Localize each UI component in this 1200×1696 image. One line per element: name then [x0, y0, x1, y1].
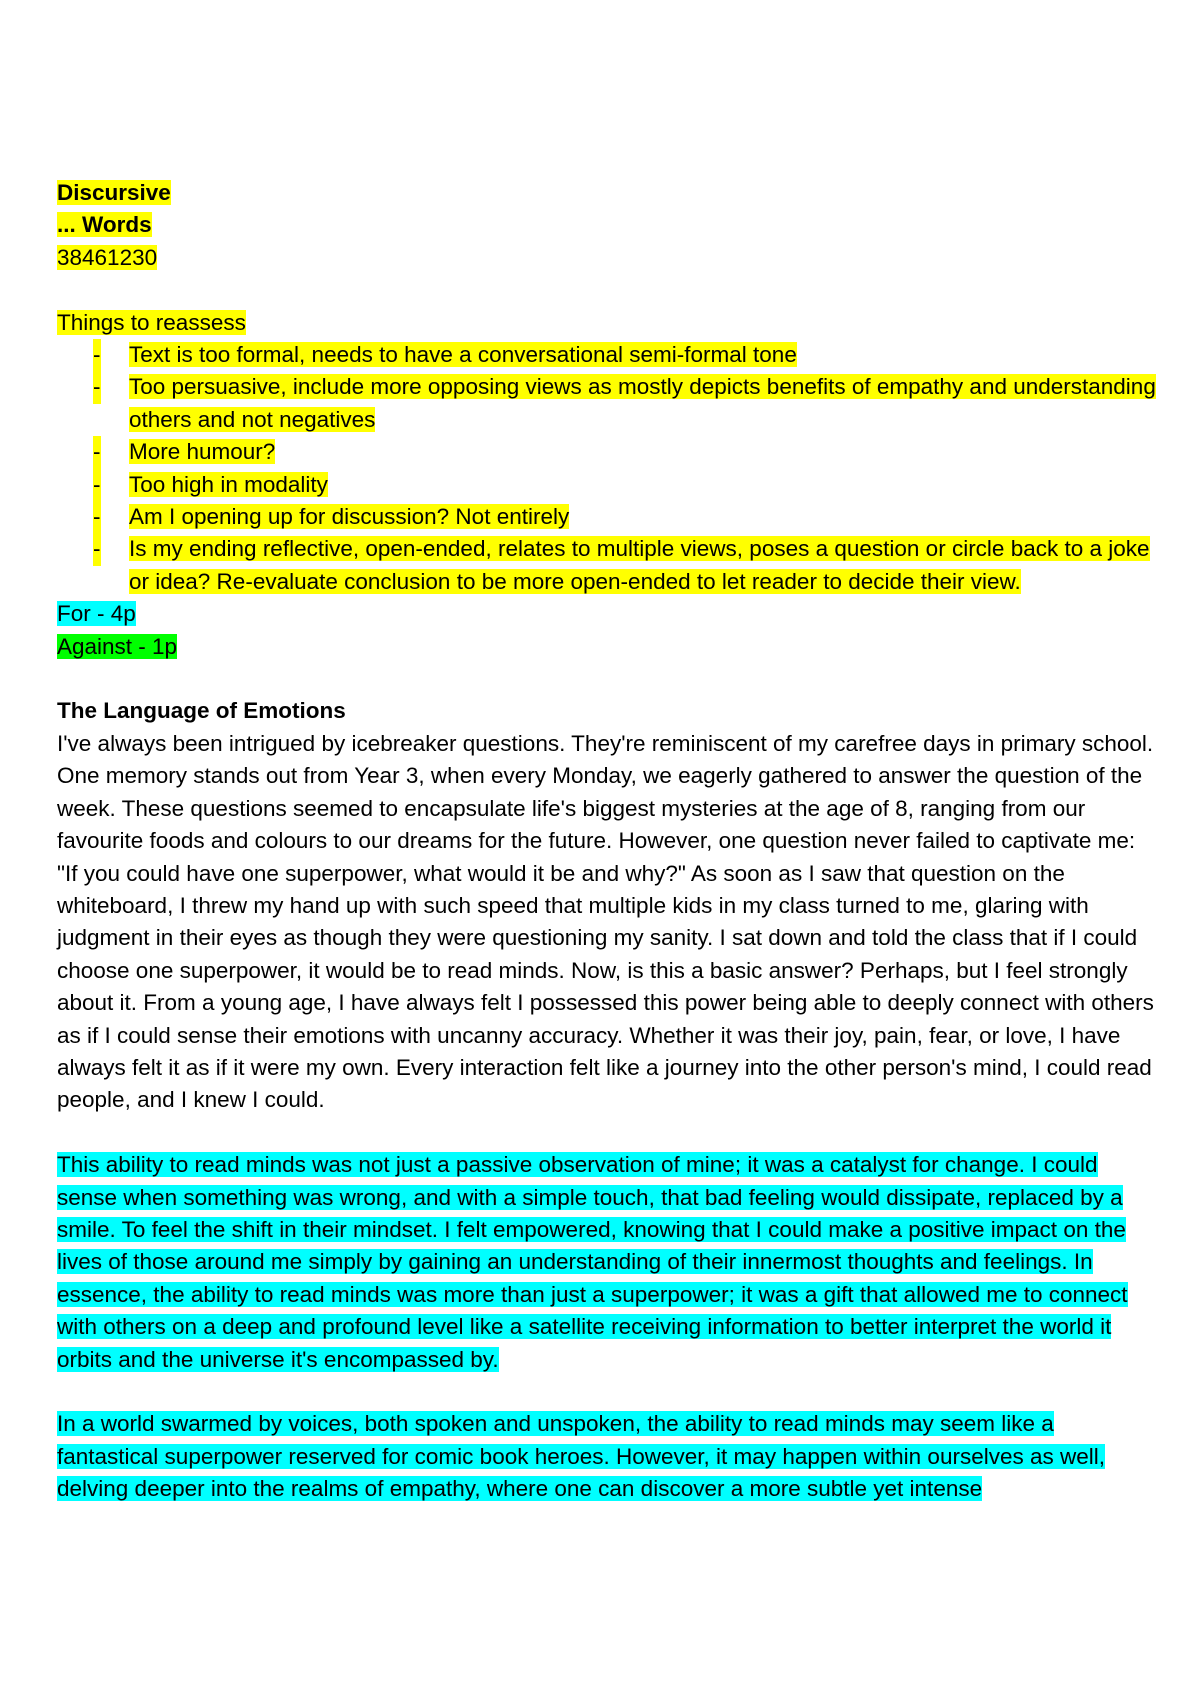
paragraph-text: This ability to read minds was not just a passive observation of mine; it was a catalyst for change. I could sense when something was wrong, and with a simple touch, that bad feeling would dissipate, replaced by a smile. To feel the shift in their mindset. I felt empowered, knowing that I could make a positive impact on the lives of those around me simply by gaining an understanding of their innermost thoughts and feelings. In essence, the ability to read minds was more than just a superpower; it was a gift that allowed me to connect with others on a deep and profound level like a satellite receiving information to better interpret the world it orbits and the universe it's encompassed by.	[57, 1152, 1128, 1372]
bullet-dash: -	[93, 371, 101, 403]
spacer	[57, 1376, 1157, 1408]
bullet-dash: -	[93, 501, 101, 533]
paragraph-text: I've always been intrigued by icebreaker questions. They're reminiscent of my carefree days in primary school. One memory stands out from Year 3, when every Monday, we eagerly gathered to answer the question of the week. These questions seemed to encapsulate life's biggest mysteries at the age of 8, ranging from our favourite foods and colours to our dreams for the future. However, one question never failed to captivate me: "If you could have one superpower, what would it be and why?" As soon as I saw that question on the whiteboard, I threw my hand up with such speed that multiple kids in my class turned to me, glaring with judgment in their eyes as though they were questioning my sanity. I sat down and told the class that if I could choose one superpower, it would be to read minds. Now, is this a basic answer? Perhaps, but I feel strongly about it. From a young age, I have always felt I possessed this power being able to deeply connect with others as if I could sense their emotions with uncanny accuracy. Whether it was their joy, pain, fear, or love, I have always felt it as if it were my own. Every interaction felt like a journey into the other person's mind, I could read people, and I knew I could.	[57, 730, 1154, 1113]
bullet-dash: -	[93, 469, 101, 501]
list-item	[57, 469, 1157, 501]
reassess-title: Things to reassess	[57, 309, 246, 335]
list-item-text: More humour?	[129, 439, 276, 465]
essay-paragraph-3	[57, 1408, 1157, 1505]
bullet-dash: -	[93, 339, 101, 371]
essay-title: The Language of Emotions	[57, 698, 346, 724]
bullet-dash: -	[93, 533, 101, 565]
id-number: 38461230	[57, 244, 158, 270]
list-item-text: Text is too formal, needs to have a conversational semi-formal tone	[129, 342, 797, 368]
for-legend: For - 4p	[57, 601, 136, 627]
reassess-list	[57, 339, 1157, 598]
spacer	[57, 274, 1157, 306]
type-label: Discursive	[57, 180, 171, 205]
list-item	[57, 533, 1157, 598]
list-item	[57, 371, 1157, 436]
spacer	[57, 663, 1157, 695]
list-item	[57, 436, 1157, 468]
document-page	[57, 177, 1157, 1506]
header-block	[57, 177, 1157, 209]
list-item-text: Is my ending reflective, open-ended, relates to multiple views, poses a question or circle back to a joke or idea? Re-evaluate conclusion to be more open-ended to let reader to decide their view.	[129, 536, 1150, 594]
words-label: ... Words	[57, 212, 152, 238]
essay-paragraph-2	[57, 1149, 1157, 1376]
bullet-dash: -	[93, 436, 101, 468]
list-item-text: Too high in modality	[129, 471, 328, 497]
list-item	[57, 339, 1157, 371]
essay-paragraph-1	[57, 728, 1157, 1117]
against-legend: Against - 1p	[57, 633, 178, 659]
list-item-text: Too persuasive, include more opposing views as mostly depicts benefits of empathy and understanding others and not negatives	[129, 374, 1156, 432]
list-item	[57, 501, 1157, 533]
paragraph-text: In a world swarmed by voices, both spoken and unspoken, the ability to read minds may seem like a fantastical superpower reserved for comic book heroes. However, it may happen within ourselves as well, delving deeper into the realms of empathy, where one can discover a more subtle yet intense	[57, 1411, 1105, 1502]
list-item-text: Am I opening up for discussion? Not entirely	[129, 504, 570, 530]
spacer	[57, 1117, 1157, 1149]
